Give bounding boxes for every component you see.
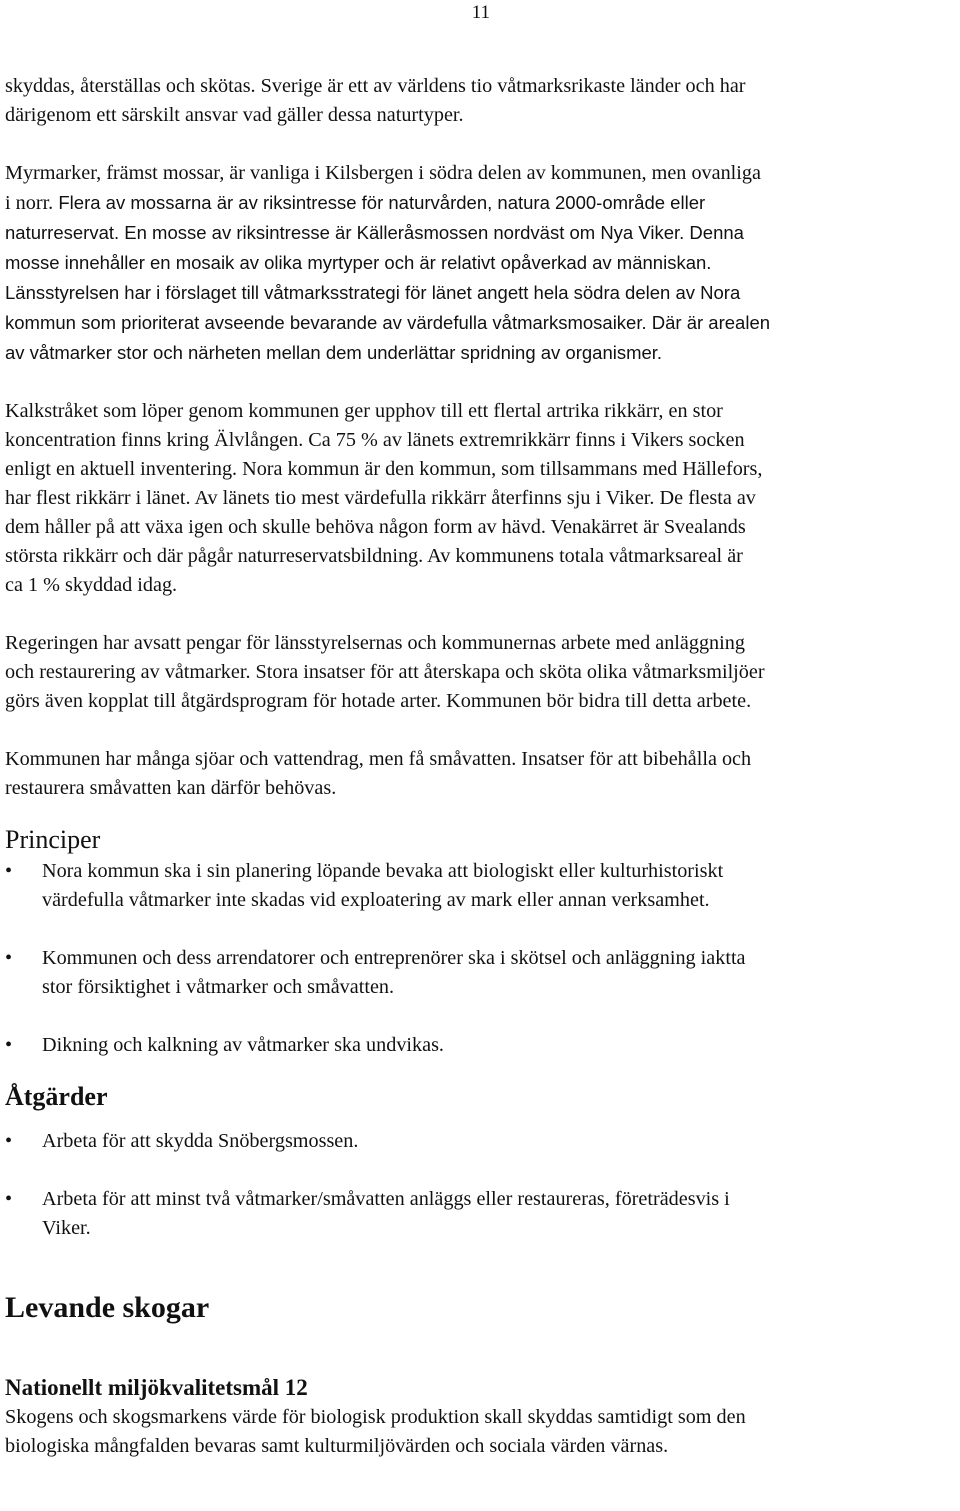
kalkstraket-line: Kalkstråket som löper genom kommunen ger upphov till ett flertal artrika rikkärr, en stor xyxy=(5,400,723,422)
intro-line: därigenom ett särskilt ansvar vad gäller dessa naturtyper. xyxy=(5,104,464,126)
kalkstraket-line: dem håller på att växa igen och skulle behöva någon form av hävd. Venakärret är Svealands xyxy=(5,516,746,538)
list-item-line: Arbeta för att minst två våtmarker/småvatten anläggs eller restaureras, företrädesvis i xyxy=(42,1188,730,1210)
myrmarker-line: av våtmarker stor och närheten mellan dem underlättar spridning av organismer. xyxy=(5,342,663,363)
goal-title: Nationellt miljökvalitetsmål 12 xyxy=(5,1375,308,1400)
smavatten-line: Kommunen har många sjöar och vattendrag, men få småvatten. Insatser för att bibehålla och xyxy=(5,748,752,770)
intro-paragraph xyxy=(5,72,935,130)
kalkstraket-line: största rikkärr och där pågår naturreservatsbildning. Av kommunens totala våtmarksareal är xyxy=(5,545,743,567)
bullet-icon: • xyxy=(5,1188,13,1210)
regeringen-line: Regeringen har avsatt pengar för länsstyrelsernas och kommunernas arbete med anläggning xyxy=(5,632,745,654)
myrmarker-line: naturreservat. En mosse av riksintresse är Källeråsmossen nordväst om Nya Viker. Denna xyxy=(5,222,744,243)
atgarder-heading: Åtgärder xyxy=(5,1082,108,1111)
bullet-icon: • xyxy=(5,1034,13,1056)
myrmarker-line: Länsstyrelsen har i förslaget till våtmarksstrategi för länet angett hela södra delen av Nora xyxy=(5,282,741,303)
myrmarker-line-serif-part: i norr. xyxy=(5,192,54,214)
atgarder-list xyxy=(5,1127,935,1243)
list-item xyxy=(5,857,935,915)
myrmarker-line: mosse innehåller en mosaik av olika myrtyper och är relativt opåverkad av människan. xyxy=(5,252,712,273)
principer-heading: Principer xyxy=(5,825,101,854)
regeringen-line: och restaurering av våtmarker. Stora insatser för att återskapa och sköta olika våtmarksmiljöer xyxy=(5,661,765,683)
list-item xyxy=(5,944,935,1002)
chapter-title: Levande skogar xyxy=(5,1291,210,1324)
list-item xyxy=(5,1031,935,1060)
kalkstraket-paragraph xyxy=(5,397,935,600)
list-item-line: värdefulla våtmarker inte skadas vid exploatering av mark eller annan verksamhet. xyxy=(42,889,710,911)
kalkstraket-line: koncentration finns kring Älvlången. Ca 75 % av länets extremrikkärr finns i Vikers socken xyxy=(5,429,745,451)
regeringen-paragraph xyxy=(5,629,935,716)
list-item-line: Arbeta för att skydda Snöbergsmossen. xyxy=(42,1130,359,1152)
list-item-line: Nora kommun ska i sin planering löpande bevaka att biologiskt eller kulturhistoriskt xyxy=(42,860,724,882)
list-item xyxy=(5,1185,935,1243)
goal-paragraph xyxy=(5,1403,935,1461)
list-item-line: Dikning och kalkning av våtmarker ska undvikas. xyxy=(42,1034,444,1056)
kalkstraket-line: har flest rikkärr i länet. Av länets tio mest värdefulla rikkärr återfinns sju i Viker. De flesta av xyxy=(5,487,756,509)
bullet-icon: • xyxy=(5,1130,13,1152)
myrmarker-line-sans-part: Flera av mossarna är av riksintresse för naturvården, natura 2000-område eller xyxy=(53,192,706,213)
intro-line: skyddas, återställas och skötas. Sverige är ett av världens tio våtmarksrikaste länder och har xyxy=(5,75,746,97)
principer-list xyxy=(5,857,935,1060)
myrmarker-line: Myrmarker, främst mossar, är vanliga i Kilsbergen i södra delen av kommunen, men ovanliga xyxy=(5,162,761,184)
bullet-icon: • xyxy=(5,947,13,969)
list-item-line: Kommunen och dess arrendatorer och entreprenörer ska i skötsel och anläggning iaktta xyxy=(42,947,746,969)
list-item-line: stor försiktighet i våtmarker och småvatten. xyxy=(42,976,395,998)
smavatten-line: restaurera småvatten kan därför behövas. xyxy=(5,777,337,799)
list-item xyxy=(5,1127,935,1156)
goal-line: Skogens och skogsmarkens värde för biologisk produktion skall skyddas samtidigt som den xyxy=(5,1406,746,1428)
myrmarker-paragraph xyxy=(5,159,935,368)
page-number: 11 xyxy=(471,2,490,23)
goal-line: biologiska mångfalden bevaras samt kulturmiljövärden och sociala värden värnas. xyxy=(5,1435,669,1457)
kalkstraket-line: enligt en aktuell inventering. Nora kommun är den kommun, som tillsammans med Hällefors, xyxy=(5,458,763,480)
regeringen-line: görs även kopplat till åtgärdsprogram för hotade arter. Kommunen bör bidra till detta arbete. xyxy=(5,690,752,712)
smavatten-paragraph xyxy=(5,745,935,803)
list-item-line: Viker. xyxy=(42,1217,91,1239)
kalkstraket-line: ca 1 % skyddad idag. xyxy=(5,574,178,596)
bullet-icon: • xyxy=(5,860,13,882)
page-content xyxy=(5,72,935,1461)
myrmarker-line: kommun som prioriterat avseende bevarande av värdefulla våtmarksmosaiker. Där är arealen xyxy=(5,312,771,333)
